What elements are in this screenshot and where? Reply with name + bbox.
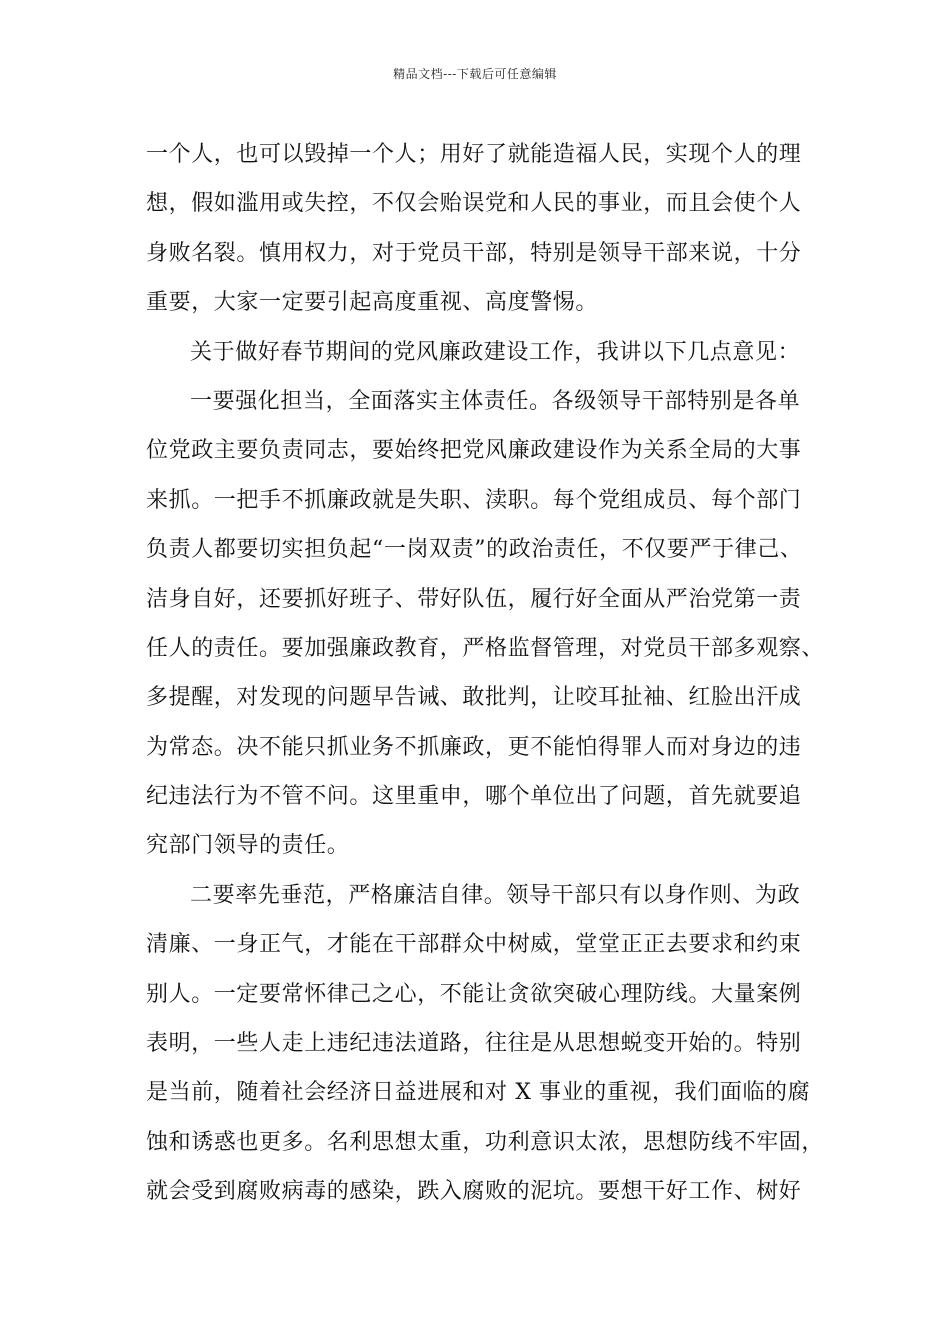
text-line: 任人的责任。要加强廉政教育，严格监督管理，对党员干部多观察、 — [146, 635, 825, 661]
text-line: 来抓。一把手不抓廉政就是失职、渎职。每个党组成员、每个部门 — [146, 487, 802, 513]
text-line: 为常态。决不能只抓业务不抓廉政，更不能怕得罪人而对身边的违 — [146, 734, 802, 760]
text-line: 蚀和诱惑也更多。名利思想太重，功利意识太浓，思想防线不牢固， — [146, 1129, 825, 1155]
text-line: 别人。一定要常怀律己之心，不能让贪欲突破心理防线。大量案例 — [146, 981, 802, 1007]
text-line: 多提醒，对发现的问题早告诫、敢批判，让咬耳扯袖、红脸出汗成 — [146, 685, 802, 711]
text-line: 表明，一些人走上违纪违法道路，往往是从思想蜕变开始的。特别 — [146, 1031, 802, 1057]
text-line: 二要率先垂范，严格廉洁自律。领导干部只有以身作则、为政 — [190, 882, 801, 908]
text-line: 是当前，随着社会经济日益进展和对 X 事业的重视，我们面临的腐 — [146, 1080, 811, 1106]
text-line: 重要，大家一定要引起高度重视、高度警惕。 — [146, 290, 599, 316]
text-line: 就会受到腐败病毒的感染，跌入腐败的泥坑。要想干好工作、树好 — [146, 1179, 802, 1205]
page-header: 精品文档---下载后可任意编辑 — [393, 67, 557, 81]
text-line: 身败名裂。慎用权力，对于党员干部，特别是领导干部来说，十分 — [146, 240, 802, 266]
text-line: 一个人，也可以毁掉一个人；用好了就能造福人民，实现个人的理 — [146, 142, 802, 167]
text-line: 究部门领导的责任。 — [146, 833, 350, 859]
text-line: 想，假如滥用或失控，不仅会贻误党和人民的事业，而且会使个人 — [146, 191, 802, 217]
text-line: 负责人都要切实担负起“一岗双责”的政治责任，不仅要严于律己、 — [146, 537, 803, 563]
body-text — [146, 130, 828, 1217]
text-line: 一要强化担当，全面落实主体责任。各级领导干部特别是各单 — [190, 388, 801, 414]
text-line: 关于做好春节期间的党风廉政建设工作，我讲以下几点意见： — [190, 339, 801, 365]
text-line: 洁身自好，还要抓好班子、带好队伍，履行好全面从严治党第一责 — [146, 586, 802, 612]
text-line: 位党政主要负责同志，要始终把党风廉政建设作为关系全局的大事 — [146, 438, 802, 464]
text-line: 清廉、一身正气，才能在干部群众中树威，堂堂正正去要求和约束 — [146, 932, 802, 958]
text-line: 纪违法行为不管不问。这里重申，哪个单位出了问题，首先就要追 — [146, 784, 802, 810]
